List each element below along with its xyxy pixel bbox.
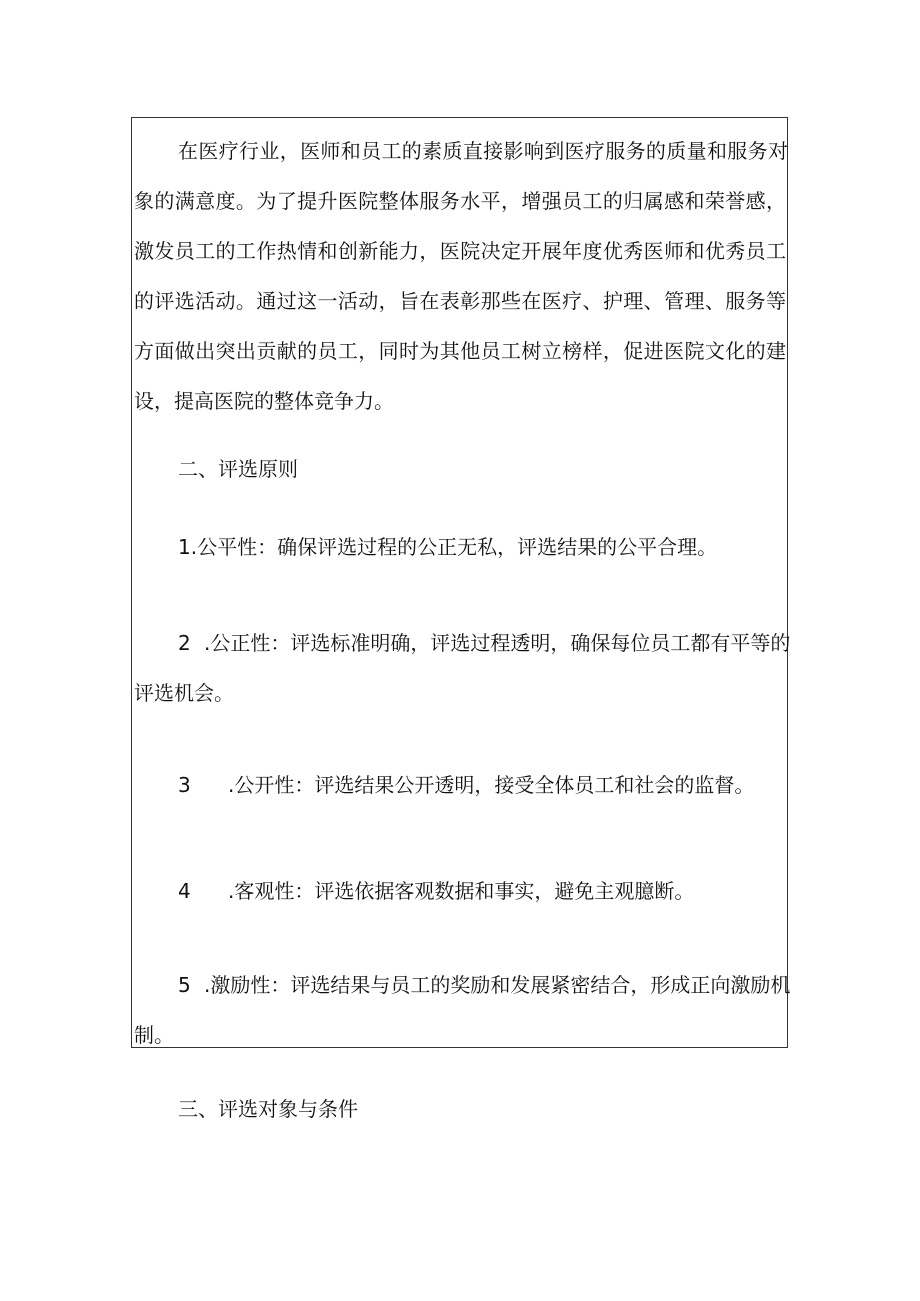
intro-line-6: 设，提高医院的整体竞争力。 bbox=[134, 389, 394, 413]
principle-item-3 bbox=[178, 772, 754, 798]
item-number: 4 bbox=[178, 879, 191, 903]
item-text: .客观性：评选依据客观数据和事实，避免主观臆断。 bbox=[228, 879, 695, 903]
intro-line-3: 激发员工的工作热情和创新能力，医院决定开展年度优秀医师和优秀员工 bbox=[134, 239, 786, 263]
intro-line-1: 在医疗行业，医师和员工的素质直接影响到医疗服务的质量和服务对 bbox=[178, 139, 788, 163]
principle-item-4 bbox=[178, 878, 694, 904]
principle-item-2 bbox=[178, 630, 790, 656]
item-text: .公开性：评选结果公开透明，接受全体员工和社会的监督。 bbox=[228, 773, 755, 797]
section-heading-principles: 二、评选原则 bbox=[178, 457, 298, 481]
item-number: 5 bbox=[178, 973, 191, 997]
principle-item-1 bbox=[178, 534, 717, 560]
item-number: 2 bbox=[178, 631, 191, 655]
item-text: .激励性：评选结果与员工的奖励和发展紧密结合，形成正向激励机 bbox=[204, 973, 791, 997]
principle-item-2-cont: 评选机会。 bbox=[134, 681, 234, 705]
item-number: 1 bbox=[178, 535, 191, 559]
intro-line-4: 的评选活动。通过这一活动，旨在表彰那些在医疗、护理、管理、服务等 bbox=[134, 289, 786, 313]
item-text: .公正性：评选标准明确，评选过程透明，确保每位员工都有平等的 bbox=[204, 631, 791, 655]
item-number: 3 bbox=[178, 773, 191, 797]
section-heading-eligibility: 三、评选对象与条件 bbox=[178, 1097, 358, 1121]
principle-item-5-cont: 制。 bbox=[134, 1023, 174, 1047]
intro-line-5: 方面做出突出贡献的员工，同时为其他员工树立榜样，促进医院文化的建 bbox=[134, 339, 786, 363]
item-text: .公平性：确保评选过程的公正无私，评选结果的公平合理。 bbox=[190, 535, 718, 559]
intro-line-2: 象的满意度。为了提升医院整体服务水平，增强员工的归属感和荣誉感， bbox=[134, 189, 786, 213]
principle-item-5 bbox=[178, 972, 790, 998]
